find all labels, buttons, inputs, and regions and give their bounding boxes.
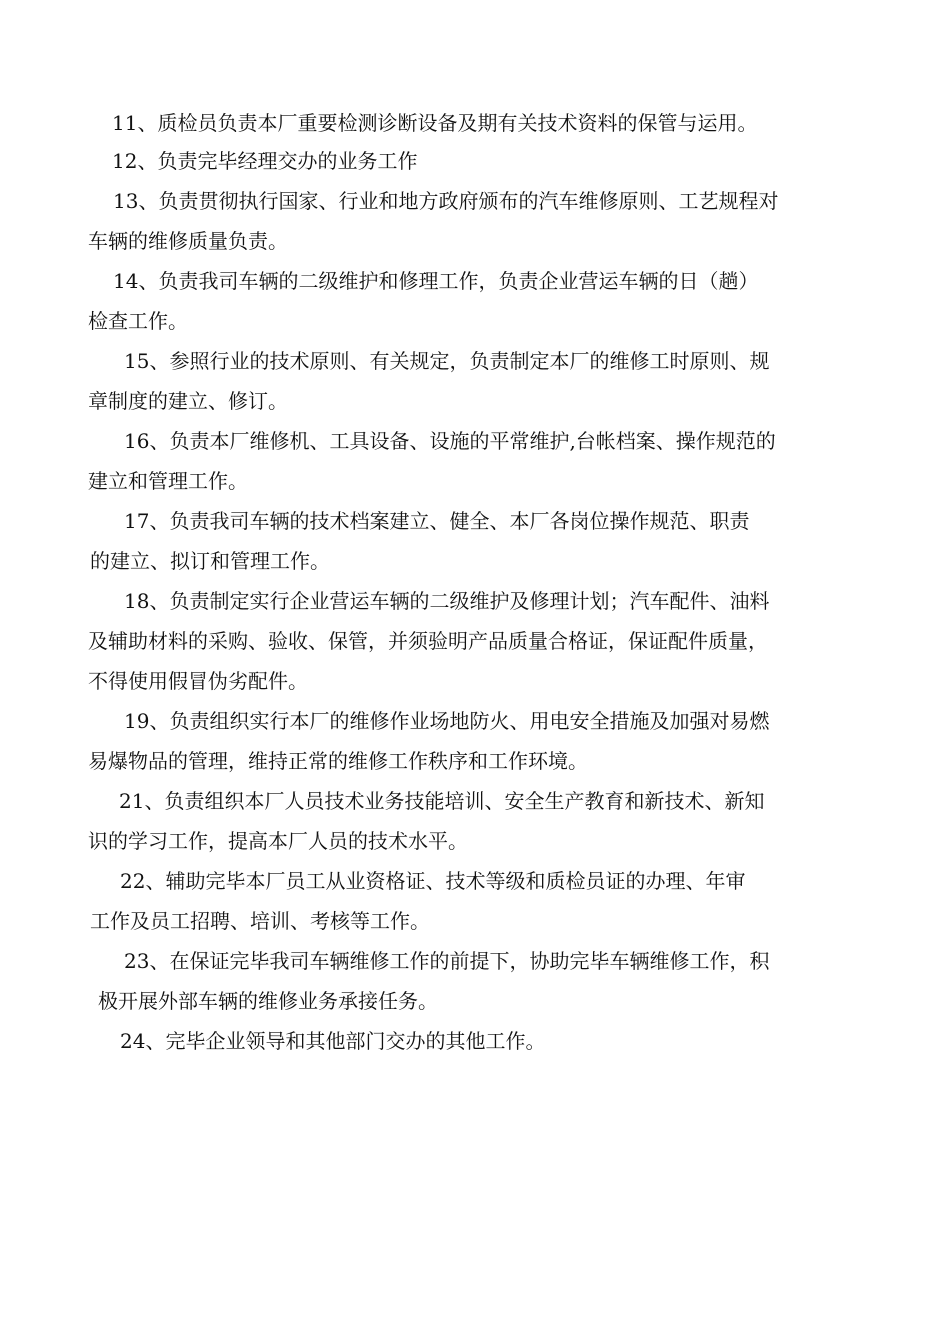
text-line: 18、负责制定实行企业营运车辆的二级维护及修理计划；汽车配件、油料 xyxy=(124,589,770,613)
text-line: 17、负责我司车辆的技术档案建立、健全、本厂各岗位操作规范、职责 xyxy=(124,509,750,533)
text-line: 19、负责组织实行本厂的维修作业场地防火、用电安全措施及加强对易燃 xyxy=(124,709,770,733)
text-line: 11、质检员负责本厂重要检测诊断设备及期有关技术资料的保管与运用。 xyxy=(112,111,758,135)
text-line: 极开展外部车辆的维修业务承接任务。 xyxy=(98,989,438,1013)
text-line: 23、在保证完毕我司车辆维修工作的前提下，协助完毕车辆维修工作，积 xyxy=(124,949,770,973)
text-line: 21、负责组织本厂人员技术业务技能培训、安全生产教育和新技术、新知 xyxy=(119,789,765,813)
text-line: 24、完毕企业领导和其他部门交办的其他工作。 xyxy=(120,1029,546,1053)
text-line: 14、负责我司车辆的二级维护和修理工作，负责企业营运车辆的日（趟） xyxy=(113,269,759,293)
text-line: 检查工作。 xyxy=(88,309,188,333)
text-line: 工作及员工招聘、培训、考核等工作。 xyxy=(90,909,430,933)
text-line: 13、负责贯彻执行国家、行业和地方政府颁布的汽车维修原则、工艺规程对 xyxy=(113,189,779,213)
text-line: 建立和管理工作。 xyxy=(88,469,248,493)
text-line: 识的学习工作，提高本厂人员的技术水平。 xyxy=(88,829,468,853)
text-line: 车辆的维修质量负责。 xyxy=(88,229,288,253)
text-line: 不得使用假冒伪劣配件。 xyxy=(88,669,308,693)
text-line: 16、负责本厂维修机、工具设备、设施的平常维护,台帐档案、操作规范的 xyxy=(124,429,776,453)
text-line: 的建立、拟订和管理工作。 xyxy=(90,549,330,573)
text-line: 12、负责完毕经理交办的业务工作 xyxy=(112,149,418,173)
text-line: 及辅助材料的采购、验收、保管，并须验明产品质量合格证，保证配件质量， xyxy=(88,629,768,653)
text-line: 章制度的建立、修订。 xyxy=(88,389,288,413)
text-line: 22、辅助完毕本厂员工从业资格证、技术等级和质检员证的办理、年审 xyxy=(120,869,746,893)
text-line: 易爆物品的管理，维持正常的维修工作秩序和工作环境。 xyxy=(88,749,588,773)
text-line: 15、参照行业的技术原则、有关规定，负责制定本厂的维修工时原则、规 xyxy=(124,349,770,373)
